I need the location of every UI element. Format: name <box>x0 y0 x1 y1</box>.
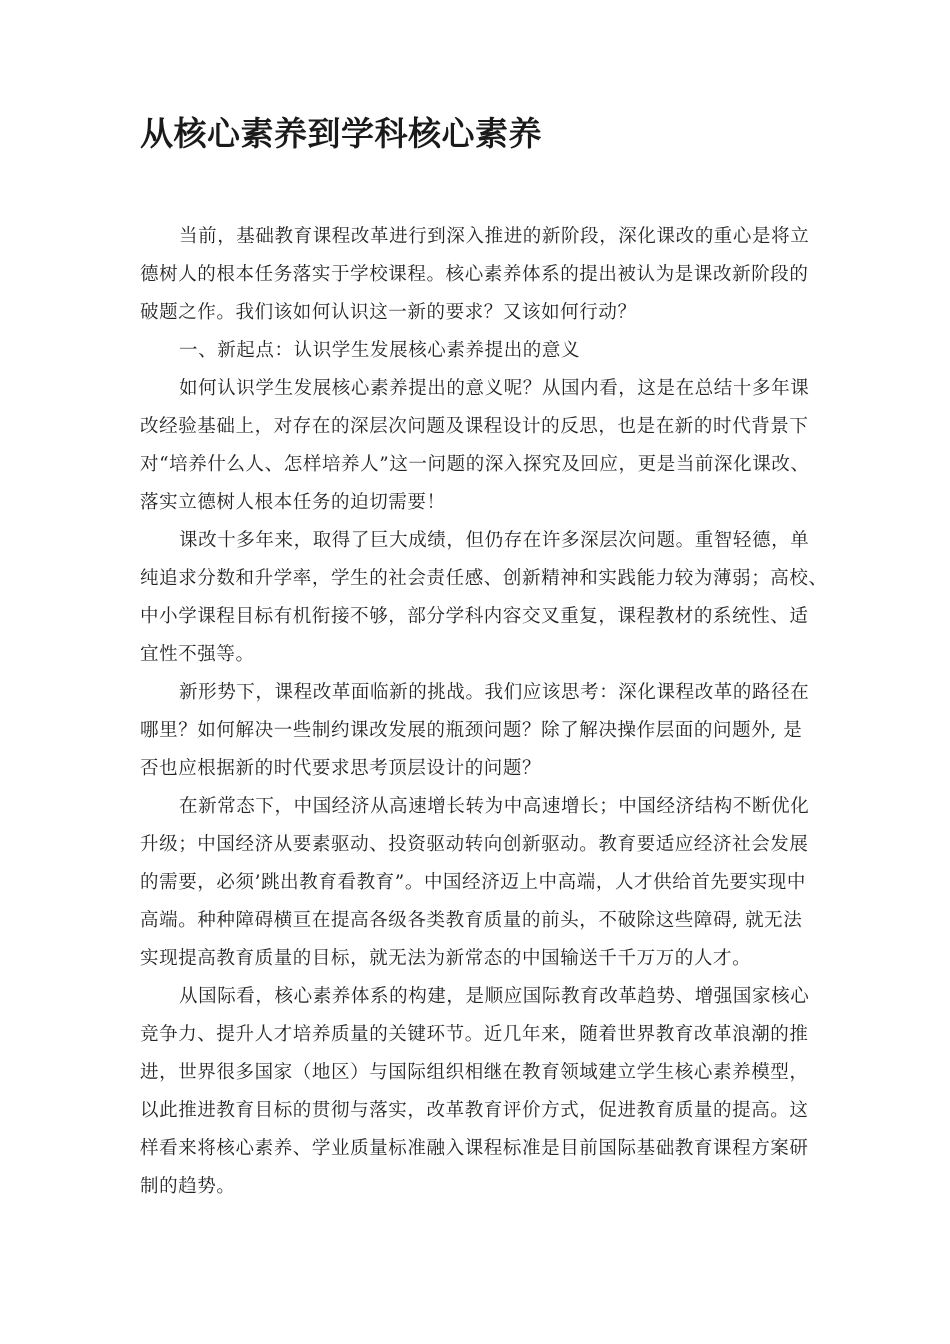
text-line: 中小学课程目标有机衔接不够，部分学科内容交叉重复，课程教材的系统性、适 <box>140 606 809 627</box>
text-line: 新形势下，课程改革面临新的挑战。我们应该思考：深化课程改革的路径在 <box>179 682 810 703</box>
text-line: 破题之作。我们该如何认识这一新的要求？又该如何行动？ <box>140 302 637 323</box>
text-line: 当前，基础教育课程改革进行到深入推进的新阶段，深化课改的重心是将立 <box>179 226 810 247</box>
text-line: 一、新起点：认识学生发展核心素养提出的意义 <box>179 340 581 361</box>
text-line: 高端。种种障碍横亘在提高各级各类教育质量的前头，不破除这些障碍, 就无法 <box>140 910 803 931</box>
paragraph <box>140 788 820 978</box>
text-line: 改经验基础上，对存在的深层次问题及课程设计的反思，也是在新的时代背景下 <box>140 416 809 437</box>
text-line: 实现提高教育质量的目标，就无法为新常态的中国输送千千万万的人才。 <box>140 948 752 969</box>
document-title: 从核心素养到学科核心素养 <box>140 114 542 153</box>
text-line: 升级；中国经济从要素驱动、投资驱动转向创新驱动。教育要适应经济社会发展 <box>140 834 809 855</box>
text-line: 的需要，必须’跳出教育看教育”。中国经济迈上中高端，人才供给首先要实现中 <box>140 872 806 893</box>
text-line: 否也应根据新的时代要求思考顶层设计的问题？ <box>140 758 542 779</box>
text-line: 进，世界很多国家（地区）与国际组织相继在教育领域建立学生核心素养模型， <box>140 1062 809 1083</box>
text-line: 在新常态下，中国经济从高速增长转为中高速增长；中国经济结构不断优化 <box>179 796 810 817</box>
text-line: 哪里？如何解决一些制约课改发展的瓶颈问题？除了解决操作层面的问题外, 是 <box>140 720 803 741</box>
text-line: 德树人的根本任务落实于学校课程。核心素养体系的提出被认为是课改新阶段的 <box>140 264 809 285</box>
text-line: 对“培养什么人、怎样培养人”这一问题的深入探究及回应，更是当前深化课改、 <box>140 454 810 475</box>
text-line: 纯追求分数和升学率，学生的社会责任感、创新精神和实践能力较为薄弱；高校、 <box>140 568 828 589</box>
section-heading <box>140 332 820 370</box>
text-line: 以此推进教育目标的贯彻与落实，改革教育评价方式，促进教育质量的提高。这 <box>140 1100 809 1121</box>
paragraph <box>140 674 820 788</box>
text-line: 如何认识学生发展核心素养提出的意义呢？从国内看，这是在总结十多年课 <box>179 378 810 399</box>
text-line: 宜性不强等。 <box>140 644 255 665</box>
text-line: 落实立德树人根本任务的迫切需要！ <box>140 492 446 513</box>
text-line: 课改十多年来，取得了巨大成绩，但仍存在许多深层次问题。重智轻德，单 <box>179 530 810 551</box>
document-body <box>140 218 828 1206</box>
paragraph <box>140 522 828 674</box>
paragraph <box>140 370 820 522</box>
text-line: 样看来将核心素养、学业质量标准融入课程标准是目前国际基础教育课程方案研 <box>140 1138 809 1159</box>
text-line: 制的趋势。 <box>140 1176 236 1197</box>
text-line: 从国际看，核心素养体系的构建，是顺应国际教育改革趋势、增强国家核心 <box>179 986 810 1007</box>
paragraph <box>140 218 820 332</box>
paragraph <box>140 978 820 1206</box>
text-line: 竞争力、提升人才培养质量的关键环节。近几年来，随着世界教育改革浪潮的推 <box>140 1024 809 1045</box>
